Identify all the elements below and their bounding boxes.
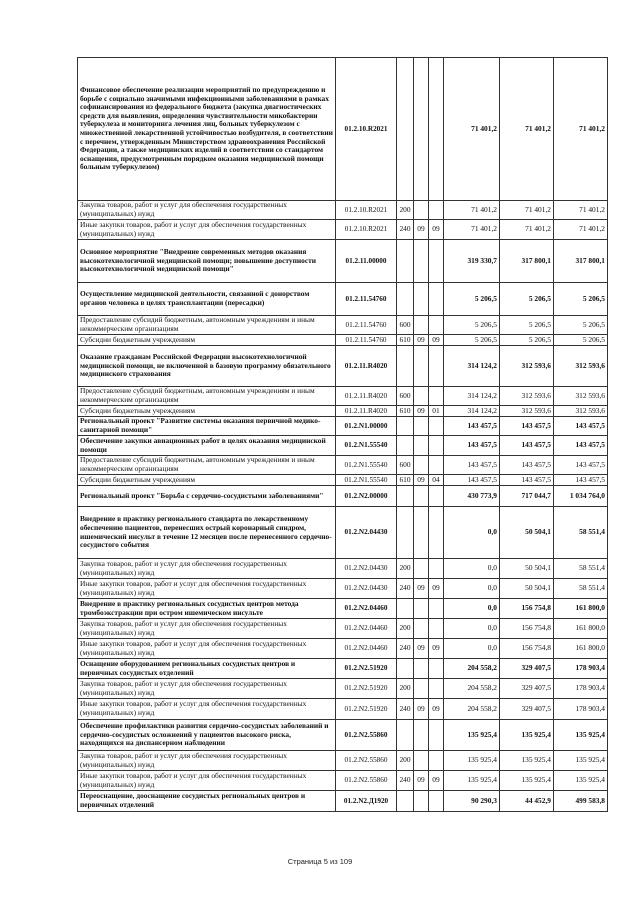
amount-year-3: 143 457,5 [554, 475, 608, 486]
subsection-code: 04 [429, 475, 444, 486]
amount-year-2: 156 754,8 [500, 599, 554, 619]
amount-year-3: 178 903,4 [554, 699, 608, 720]
target-article-code: 01.2.11.R4020 [336, 387, 397, 406]
expense-type-code: 610 [397, 335, 414, 346]
amount-year-3: 5 206,5 [554, 283, 608, 316]
target-article-code: 01.2.N2.04460 [336, 639, 397, 659]
section-code [414, 791, 429, 812]
row-name: Предоставление субсидий бюджетным, автономным учреждениям и иным некоммерческим организациям [78, 316, 336, 335]
amount-year-1: 0,0 [444, 619, 500, 639]
row-name: Иные закупки товаров, работ и услуг для обеспечения государственных (муниципальных) нужд [78, 639, 336, 659]
budget-table [77, 57, 608, 812]
amount-year-2: 5 206,5 [500, 335, 554, 346]
target-article-code: 01.2.N1.55540 [336, 456, 397, 475]
amount-year-1: 5 206,5 [444, 283, 500, 316]
row-name: Оказание гражданам Российской Федерации высокотехнологичной медицинской помощи, не включенной в базовую программу обязательного медицинского страхования [78, 346, 336, 387]
amount-year-3: 5 206,5 [554, 335, 608, 346]
expense-type-code: 240 [397, 220, 414, 240]
amount-year-3: 5 206,5 [554, 316, 608, 335]
table-row [78, 659, 608, 679]
expense-type-code: 610 [397, 475, 414, 486]
subsection-code: 09 [429, 771, 444, 791]
amount-year-3: 178 903,4 [554, 659, 608, 679]
target-article-code: 01.2.11.54760 [336, 335, 397, 346]
amount-year-2: 71 401,2 [500, 201, 554, 220]
subsection-code [429, 240, 444, 283]
amount-year-1: 90 290,3 [444, 791, 500, 812]
expense-type-code [397, 346, 414, 387]
expense-type-code [397, 436, 414, 456]
amount-year-1: 71 401,2 [444, 201, 500, 220]
target-article-code: 01.2.11.54760 [336, 283, 397, 316]
amount-year-1: 319 330,7 [444, 240, 500, 283]
section-code: 09 [414, 475, 429, 486]
row-name: Внедрение в практику региональных сосудистых центров метода тромбоэкстракции при остром ишемическом инсульте [78, 599, 336, 619]
section-code [414, 659, 429, 679]
target-article-code: 01.2.N1.55540 [336, 436, 397, 456]
section-code: 09 [414, 699, 429, 720]
amount-year-3: 317 800,1 [554, 240, 608, 283]
amount-year-2: 5 206,5 [500, 283, 554, 316]
target-article-code: 01.2.10.R2021 [336, 201, 397, 220]
row-name: Внедрение в практику регионального стандарта по лекарственному обеспечению пациентов, перенесших острый коронарный синдром, ишемический инсульт в течение 12 месяцев после перенесенного сердечно-сосудистого события [78, 507, 336, 559]
subsection-code: 09 [429, 220, 444, 240]
subsection-code [429, 791, 444, 812]
amount-year-2: 156 754,8 [500, 639, 554, 659]
section-code [414, 507, 429, 559]
table-row [78, 486, 608, 507]
amount-year-3: 312 593,6 [554, 346, 608, 387]
page-number: Страница 5 из 109 [287, 857, 353, 866]
amount-year-2: 329 407,5 [500, 699, 554, 720]
table-row [78, 240, 608, 283]
expense-type-code: 240 [397, 699, 414, 720]
target-article-code: 01.2.N1.00000 [336, 417, 397, 436]
amount-year-2: 5 206,5 [500, 316, 554, 335]
amount-year-2: 329 407,5 [500, 659, 554, 679]
amount-year-2: 312 593,6 [500, 387, 554, 406]
amount-year-1: 204 558,2 [444, 659, 500, 679]
amount-year-3: 178 903,4 [554, 679, 608, 699]
table-row [78, 58, 608, 201]
amount-year-2: 143 457,5 [500, 456, 554, 475]
section-code [414, 346, 429, 387]
amount-year-3: 1 034 764,0 [554, 486, 608, 507]
amount-year-3: 161 800,0 [554, 639, 608, 659]
expense-type-code [397, 599, 414, 619]
table-row [78, 599, 608, 619]
subsection-code [429, 507, 444, 559]
amount-year-1: 135 925,4 [444, 771, 500, 791]
amount-year-2: 135 925,4 [500, 771, 554, 791]
target-article-code: 01.2.11.R4020 [336, 406, 397, 417]
amount-year-1: 0,0 [444, 599, 500, 619]
row-name: Региональный проект "Борьба с сердечно-сосудистыми заболеваниями" [78, 486, 336, 507]
amount-year-3: 71 401,2 [554, 201, 608, 220]
table-row [78, 201, 608, 220]
expense-type-code [397, 283, 414, 316]
amount-year-2: 50 504,1 [500, 579, 554, 599]
target-article-code: 01.2.11.54760 [336, 316, 397, 335]
row-name: Закупка товаров, работ и услуг для обеспечения государственных (муниципальных) нужд [78, 559, 336, 579]
row-name: Финансовое обеспечение реализации мероприятий по предупреждению и борьбе с социально значимыми инфекционными заболеваниями в рамках софинансирования из федерального бюджета (закупка диагностических средств для выявления, определения чувствительности микобактерии туберкулеза и мониторинга лечения лиц, больных туберкулезом с множественной лекарственной устойчивостью возбудителя, в соответствии с перечнем, утвержденным Министерством здравоохранения Российской Федерации, а также медицинских изделий в соответствии со стандартом оснащения, предусмотренным порядком оказания медицинской помощи больным туберкулезом) [78, 58, 336, 201]
budget-table-container [77, 57, 607, 812]
amount-year-2: 135 925,4 [500, 720, 554, 751]
amount-year-2: 312 593,6 [500, 346, 554, 387]
table-row [78, 771, 608, 791]
target-article-code: 01.2.N1.55540 [336, 475, 397, 486]
row-name: Субсидии бюджетным учреждениям [78, 335, 336, 346]
expense-type-code: 200 [397, 751, 414, 771]
section-code [414, 201, 429, 220]
subsection-code: 09 [429, 579, 444, 599]
section-code [414, 486, 429, 507]
table-row [78, 346, 608, 387]
amount-year-2: 143 457,5 [500, 475, 554, 486]
section-code [414, 436, 429, 456]
expense-type-code [397, 659, 414, 679]
row-name: Субсидии бюджетным учреждениям [78, 475, 336, 486]
table-row [78, 417, 608, 436]
expense-type-code [397, 417, 414, 436]
amount-year-1: 5 206,5 [444, 335, 500, 346]
row-name: Региональный проект "Развитие системы оказания первичной медико-санитарной помощи" [78, 417, 336, 436]
table-row [78, 559, 608, 579]
amount-year-2: 143 457,5 [500, 436, 554, 456]
amount-year-1: 314 124,2 [444, 346, 500, 387]
target-article-code: 01.2.N2.Д1920 [336, 791, 397, 812]
amount-year-1: 143 457,5 [444, 475, 500, 486]
table-row [78, 335, 608, 346]
row-name: Обеспечение профилактики развития сердечно-сосудистых заболеваний и сердечно-сосудистых осложнений у пациентов высокого риска, находящихся на диспансерном наблюдении [78, 720, 336, 751]
section-code: 09 [414, 771, 429, 791]
amount-year-1: 0,0 [444, 579, 500, 599]
amount-year-2: 44 452,9 [500, 791, 554, 812]
amount-year-3: 135 925,4 [554, 720, 608, 751]
amount-year-1: 0,0 [444, 639, 500, 659]
target-article-code: 01.2.N2.04430 [336, 579, 397, 599]
amount-year-1: 135 925,4 [444, 720, 500, 751]
amount-year-1: 314 124,2 [444, 387, 500, 406]
amount-year-3: 143 457,5 [554, 456, 608, 475]
table-row [78, 387, 608, 406]
subsection-code [429, 58, 444, 201]
table-row [78, 699, 608, 720]
section-code: 09 [414, 579, 429, 599]
expense-type-code: 200 [397, 619, 414, 639]
expense-type-code: 200 [397, 201, 414, 220]
expense-type-code [397, 240, 414, 283]
target-article-code: 01.2.10.R2021 [336, 220, 397, 240]
amount-year-2: 71 401,2 [500, 58, 554, 201]
row-name: Закупка товаров, работ и услуг для обеспечения государственных (муниципальных) нужд [78, 619, 336, 639]
section-code [414, 619, 429, 639]
section-code [414, 679, 429, 699]
amount-year-1: 71 401,2 [444, 58, 500, 201]
table-row [78, 639, 608, 659]
target-article-code: 01.2.N2.04430 [336, 559, 397, 579]
row-name: Оснащение оборудованием региональных сосудистых центров и первичных сосудистых отделений [78, 659, 336, 679]
row-name: Закупка товаров, работ и услуг для обеспечения государственных (муниципальных) нужд [78, 679, 336, 699]
subsection-code [429, 417, 444, 436]
target-article-code: 01.2.N2.51920 [336, 699, 397, 720]
subsection-code [429, 201, 444, 220]
amount-year-1: 143 457,5 [444, 417, 500, 436]
amount-year-2: 156 754,8 [500, 619, 554, 639]
target-article-code: 01.2.N2.55860 [336, 720, 397, 751]
section-code [414, 559, 429, 579]
amount-year-2: 312 593,6 [500, 406, 554, 417]
section-code [414, 58, 429, 201]
amount-year-1: 71 401,2 [444, 220, 500, 240]
row-name: Субсидии бюджетным учреждениям [78, 406, 336, 417]
target-article-code: 01.2.11.R4020 [336, 346, 397, 387]
expense-type-code [397, 486, 414, 507]
table-row [78, 406, 608, 417]
amount-year-3: 312 593,6 [554, 406, 608, 417]
amount-year-2: 71 401,2 [500, 220, 554, 240]
expense-type-code [397, 791, 414, 812]
amount-year-3: 58 551,4 [554, 579, 608, 599]
section-code [414, 751, 429, 771]
expense-type-code: 600 [397, 316, 414, 335]
target-article-code: 01.2.N2.55860 [336, 751, 397, 771]
row-name: Предоставление субсидий бюджетным, автономным учреждениям и иным некоммерческим организациям [78, 456, 336, 475]
section-code: 09 [414, 406, 429, 417]
expense-type-code: 240 [397, 579, 414, 599]
section-code [414, 240, 429, 283]
subsection-code [429, 679, 444, 699]
subsection-code [429, 751, 444, 771]
subsection-code [429, 456, 444, 475]
subsection-code: 09 [429, 335, 444, 346]
table-row [78, 220, 608, 240]
section-code [414, 417, 429, 436]
amount-year-2: 717 044,7 [500, 486, 554, 507]
target-article-code: 01.2.N2.04460 [336, 619, 397, 639]
subsection-code [429, 283, 444, 316]
amount-year-3: 499 583,8 [554, 791, 608, 812]
target-article-code: 01.2.N2.51920 [336, 679, 397, 699]
section-code [414, 720, 429, 751]
subsection-code: 01 [429, 406, 444, 417]
amount-year-1: 135 925,4 [444, 751, 500, 771]
table-row [78, 283, 608, 316]
row-name: Иные закупки товаров, работ и услуг для обеспечения государственных (муниципальных) нужд [78, 579, 336, 599]
row-name: Закупка товаров, работ и услуг для обеспечения государственных (муниципальных) нужд [78, 201, 336, 220]
amount-year-2: 50 504,1 [500, 559, 554, 579]
amount-year-2: 329 407,5 [500, 679, 554, 699]
subsection-code [429, 486, 444, 507]
expense-type-code [397, 720, 414, 751]
subsection-code [429, 346, 444, 387]
expense-type-code: 240 [397, 771, 414, 791]
subsection-code [429, 316, 444, 335]
row-name: Обеспечение закупки авиационных работ в целях оказания медицинской помощи [78, 436, 336, 456]
amount-year-3: 71 401,2 [554, 220, 608, 240]
section-code: 09 [414, 220, 429, 240]
expense-type-code: 240 [397, 639, 414, 659]
amount-year-3: 161 800,0 [554, 599, 608, 619]
amount-year-1: 5 206,5 [444, 316, 500, 335]
table-row [78, 579, 608, 599]
subsection-code [429, 659, 444, 679]
row-name: Основное мероприятие "Внедрение современных методов оказания высокотехнологичной медицинской помощи; повышение доступности высокотехнологичной медицинской помощи" [78, 240, 336, 283]
subsection-code [429, 599, 444, 619]
section-code: 09 [414, 335, 429, 346]
table-row [78, 791, 608, 812]
expense-type-code: 200 [397, 559, 414, 579]
target-article-code: 01.2.N2.55860 [336, 771, 397, 791]
section-code [414, 283, 429, 316]
section-code [414, 387, 429, 406]
row-name: Иные закупки товаров, работ и услуг для обеспечения государственных (муниципальных) нужд [78, 699, 336, 720]
amount-year-1: 0,0 [444, 559, 500, 579]
amount-year-3: 58 551,4 [554, 559, 608, 579]
target-article-code: 01.2.N2.04430 [336, 507, 397, 559]
expense-type-code: 600 [397, 387, 414, 406]
target-article-code: 01.2.N2.51920 [336, 659, 397, 679]
table-row [78, 456, 608, 475]
row-name: Предоставление субсидий бюджетным, автономным учреждениям и иным некоммерческим организациям [78, 387, 336, 406]
expense-type-code [397, 507, 414, 559]
expense-type-code: 200 [397, 679, 414, 699]
table-row [78, 751, 608, 771]
amount-year-2: 135 925,4 [500, 751, 554, 771]
target-article-code: 01.2.11.00000 [336, 240, 397, 283]
amount-year-2: 50 504,1 [500, 507, 554, 559]
table-row [78, 475, 608, 486]
subsection-code [429, 619, 444, 639]
row-name: Иные закупки товаров, работ и услуг для обеспечения государственных (муниципальных) нужд [78, 220, 336, 240]
expense-type-code [397, 58, 414, 201]
section-code: 09 [414, 639, 429, 659]
amount-year-3: 71 401,2 [554, 58, 608, 201]
amount-year-1: 314 124,2 [444, 406, 500, 417]
table-row [78, 507, 608, 559]
section-code [414, 456, 429, 475]
amount-year-1: 430 773,9 [444, 486, 500, 507]
expense-type-code: 610 [397, 406, 414, 417]
amount-year-3: 312 593,6 [554, 387, 608, 406]
amount-year-3: 58 551,4 [554, 507, 608, 559]
table-row [78, 619, 608, 639]
amount-year-2: 317 800,1 [500, 240, 554, 283]
expense-type-code: 600 [397, 456, 414, 475]
subsection-code: 09 [429, 639, 444, 659]
amount-year-3: 143 457,5 [554, 417, 608, 436]
table-row [78, 436, 608, 456]
table-row [78, 679, 608, 699]
subsection-code [429, 436, 444, 456]
table-row [78, 720, 608, 751]
amount-year-3: 135 925,4 [554, 751, 608, 771]
amount-year-3: 135 925,4 [554, 771, 608, 791]
row-name: Осуществление медицинской деятельности, связанной с донорством органов человека в целях трансплантации (пересадки) [78, 283, 336, 316]
table-row [78, 316, 608, 335]
section-code [414, 599, 429, 619]
row-name: Переоснащение, дооснащение сосудистых региональных центров и первичных отделений [78, 791, 336, 812]
row-name: Иные закупки товаров, работ и услуг для обеспечения государственных (муниципальных) нужд [78, 771, 336, 791]
budget-table-body [78, 58, 608, 812]
amount-year-2: 143 457,5 [500, 417, 554, 436]
subsection-code: 09 [429, 699, 444, 720]
section-code [414, 316, 429, 335]
subsection-code [429, 559, 444, 579]
amount-year-1: 143 457,5 [444, 436, 500, 456]
row-name: Закупка товаров, работ и услуг для обеспечения государственных (муниципальных) нужд [78, 751, 336, 771]
amount-year-3: 143 457,5 [554, 436, 608, 456]
amount-year-1: 204 558,2 [444, 699, 500, 720]
subsection-code [429, 720, 444, 751]
subsection-code [429, 387, 444, 406]
amount-year-3: 161 800,0 [554, 619, 608, 639]
target-article-code: 01.2.N2.04460 [336, 599, 397, 619]
amount-year-1: 0,0 [444, 507, 500, 559]
target-article-code: 01.2.10.R2021 [336, 58, 397, 201]
target-article-code: 01.2.N2.00000 [336, 486, 397, 507]
amount-year-1: 143 457,5 [444, 456, 500, 475]
amount-year-1: 204 558,2 [444, 679, 500, 699]
